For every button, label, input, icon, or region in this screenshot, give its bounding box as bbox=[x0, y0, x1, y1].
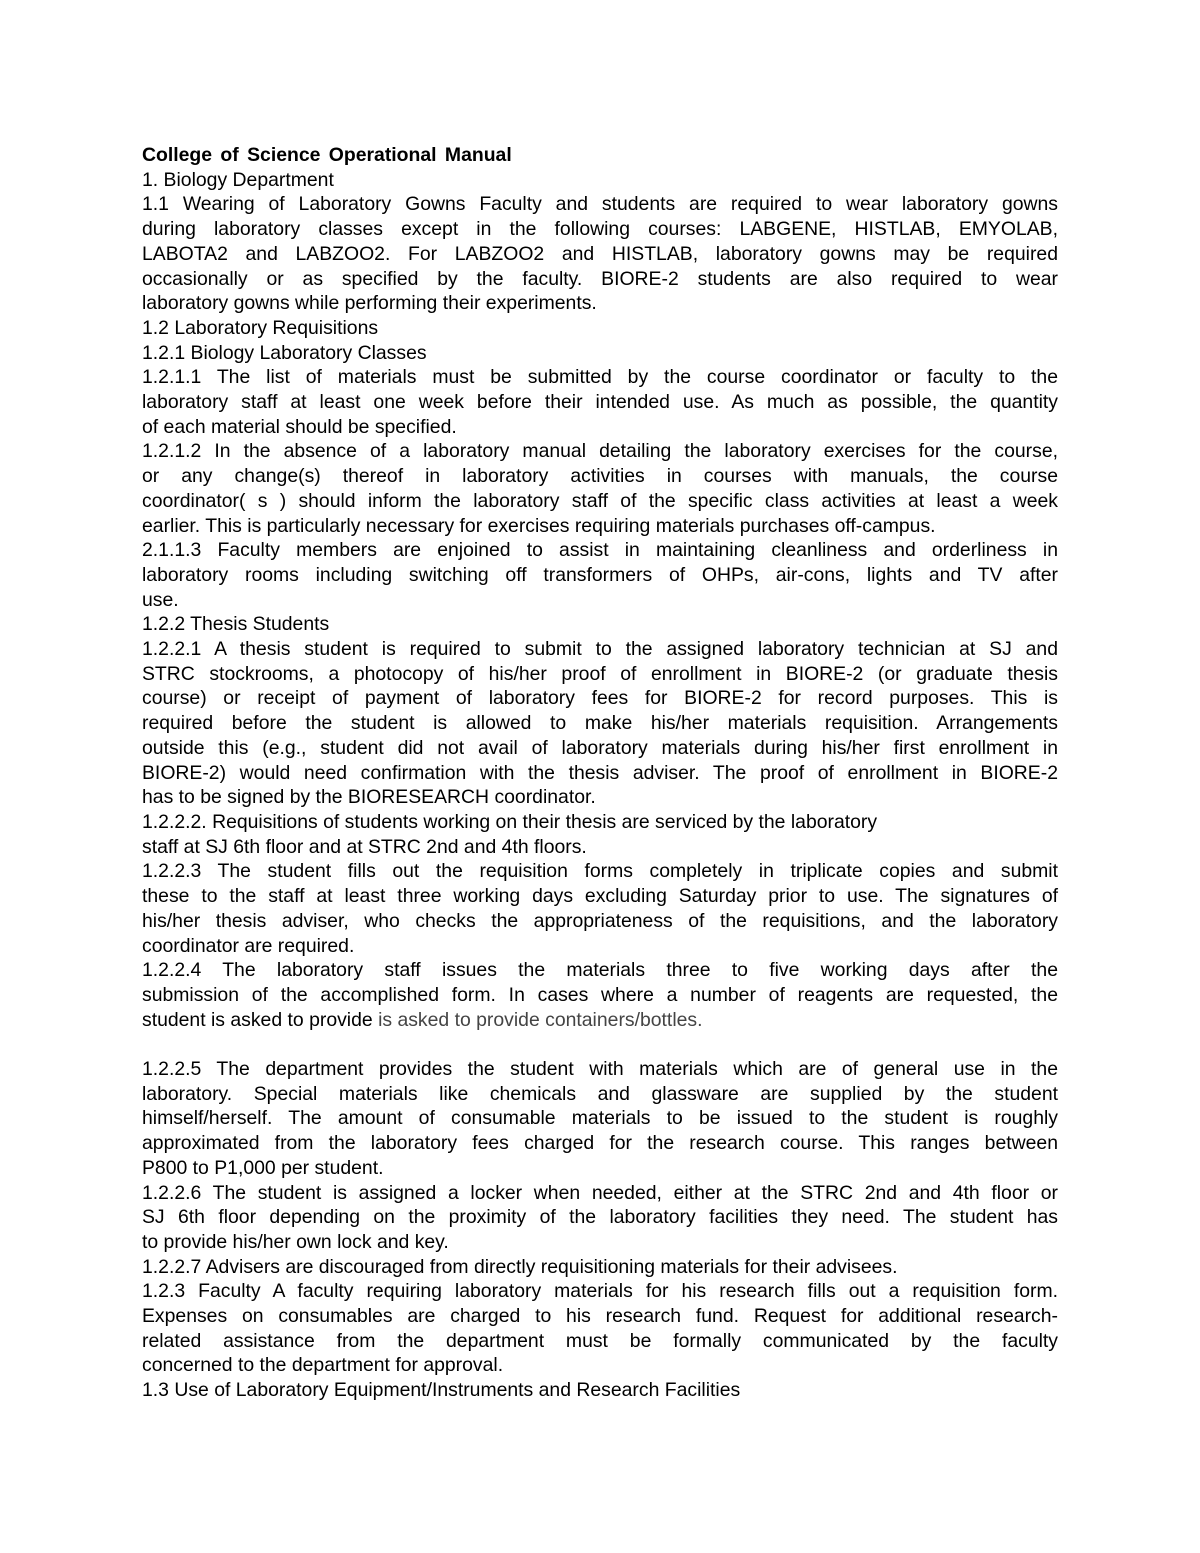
text-line bbox=[142, 1008, 1058, 1033]
text-line-content: laboratory gowns while performing their experiments. bbox=[142, 292, 597, 315]
text-line-content: 1.2.3 Faculty A faculty requiring laboratory materials for his research fills out a requisition form. bbox=[142, 1280, 1058, 1303]
text-line-content: 1.2.1 Biology Laboratory Classes bbox=[142, 341, 427, 364]
text-line bbox=[142, 785, 1058, 810]
text-line-content: submission of the accomplished form. In cases where a number of reagents are requested, the bbox=[142, 983, 1058, 1006]
text-line bbox=[142, 464, 1058, 489]
text-line bbox=[142, 316, 1058, 341]
text-line bbox=[142, 291, 1058, 316]
text-line bbox=[142, 514, 1058, 539]
text-line-content: STRC stockrooms, a photocopy of his/her proof of enrollment in BIORE-2 (or graduate thesis bbox=[142, 662, 1058, 685]
text-line-content: required before the student is allowed to make his/her materials requisition. Arrangements bbox=[142, 712, 1058, 735]
text-line-content: his/her thesis adviser, who checks the appropriateness of the requisitions, and the laboratory bbox=[142, 909, 1058, 932]
text-line-content: student is asked to provide bbox=[142, 1008, 379, 1031]
text-line bbox=[142, 612, 1058, 637]
text-line-content: outside this (e.g., student did not avail of laboratory materials during his/her first enrollment in bbox=[142, 736, 1058, 759]
text-line-content: has to be signed by the BIORESEARCH coordinator. bbox=[142, 786, 596, 809]
text-line-content: earlier. This is particularly necessary for exercises requiring materials purchases off-campus. bbox=[142, 514, 936, 537]
text-line bbox=[142, 736, 1058, 761]
text-line-content: BIORE-2) would need confirmation with the thesis adviser. The proof of enrollment in BIORE-2 bbox=[142, 761, 1058, 784]
document-body bbox=[142, 168, 1058, 1403]
text-line-content: approximated from the laboratory fees charged for the research course. This ranges between bbox=[142, 1132, 1058, 1155]
text-line bbox=[142, 761, 1058, 786]
text-line-content: to provide his/her own lock and key. bbox=[142, 1230, 449, 1253]
text-line-content: staff at SJ 6th floor and at STRC 2nd and 4th floors. bbox=[142, 835, 587, 858]
document-page bbox=[142, 143, 1058, 1403]
text-line bbox=[142, 983, 1058, 1008]
text-line bbox=[142, 588, 1058, 613]
text-line-content: 1.2.1.1 The list of materials must be submitted by the course coordinator or faculty to the bbox=[142, 366, 1058, 389]
text-line bbox=[142, 168, 1058, 193]
text-line bbox=[142, 1230, 1058, 1255]
text-line-content: laboratory. Special materials like chemicals and glassware are supplied by the student bbox=[142, 1082, 1058, 1105]
text-line bbox=[142, 1279, 1058, 1304]
text-line bbox=[142, 835, 1058, 860]
text-line-content: 1.2.2 Thesis Students bbox=[142, 613, 330, 636]
text-line bbox=[142, 390, 1058, 415]
text-line-content: 1.2.2.7 Advisers are discouraged from directly requisitioning materials for their advisees. bbox=[142, 1255, 898, 1278]
text-line bbox=[142, 415, 1058, 440]
text-line-content: 1.2.2.6 The student is assigned a locker when needed, either at the STRC 2nd and 4th floor or bbox=[142, 1181, 1058, 1204]
document-title: College of Science Operational Manual bbox=[142, 144, 512, 166]
text-line bbox=[142, 217, 1058, 242]
blank-line bbox=[142, 1032, 1058, 1057]
text-line bbox=[142, 439, 1058, 464]
text-line-content: coordinator( s ) should inform the laboratory staff of the specific class activities at least a week bbox=[142, 489, 1058, 512]
text-line-content: of each material should be specified. bbox=[142, 415, 457, 438]
text-line bbox=[142, 1082, 1058, 1107]
text-line bbox=[142, 365, 1058, 390]
text-line-content: 1.2.2.4 The laboratory staff issues the materials three to five working days after the bbox=[142, 959, 1058, 982]
text-line bbox=[142, 1329, 1058, 1354]
text-line-content: use. bbox=[142, 588, 179, 611]
text-line-content: 1.2.2.1 A thesis student is required to submit to the assigned laboratory technician at SJ and bbox=[142, 638, 1058, 661]
text-line bbox=[142, 1353, 1058, 1378]
text-line bbox=[142, 341, 1058, 366]
text-line-content: 1.2.2.5 The department provides the student with materials which are of general use in the bbox=[142, 1058, 1058, 1080]
text-line-content: laboratory staff at least one week before their intended use. As much as possible, the quantity bbox=[142, 391, 1058, 414]
text-line-content: course) or receipt of payment of laboratory fees for BIORE-2 for record purposes. This is bbox=[142, 687, 1058, 710]
text-line-content: during laboratory classes except in the following courses: LABGENE, HISTLAB, EMYOLAB, bbox=[142, 218, 1058, 241]
text-line-content: LABOTA2 and LABZOO2. For LABZOO2 and HISTLAB, laboratory gowns may be required bbox=[142, 242, 1058, 265]
text-line-content: Expenses on consumables are charged to his research fund. Request for additional research- bbox=[142, 1305, 1058, 1328]
text-line bbox=[142, 1255, 1058, 1280]
text-line-content: 1. Biology Department bbox=[142, 168, 334, 191]
text-line-content: coordinator are required. bbox=[142, 934, 355, 957]
text-line bbox=[142, 1106, 1058, 1131]
text-line-content: 1.3 Use of Laboratory Equipment/Instruments and Research Facilities bbox=[142, 1379, 741, 1402]
text-line-content: 2.1.1.3 Faculty members are enjoined to assist in maintaining cleanliness and orderliness in bbox=[142, 539, 1058, 562]
text-line-content: SJ 6th floor depending on the proximity of the laboratory facilities they need. The student has bbox=[142, 1206, 1058, 1229]
text-line bbox=[142, 1156, 1058, 1181]
text-line-content: 1.2.2.2. Requisitions of students working on their thesis are serviced by the laboratory bbox=[142, 810, 878, 833]
text-line-content: laboratory rooms including switching off transformers of OHPs, air-cons, lights and TV after bbox=[142, 563, 1058, 586]
text-line bbox=[142, 711, 1058, 736]
text-line bbox=[142, 909, 1058, 934]
text-line-content: 1.2 Laboratory Requisitions bbox=[142, 316, 379, 339]
text-line-content: 1.2.1.2 In the absence of a laboratory manual detailing the laboratory exercises for the course, bbox=[142, 440, 1058, 463]
text-line bbox=[142, 637, 1058, 662]
text-line bbox=[142, 192, 1058, 217]
text-line bbox=[142, 1378, 1058, 1403]
text-line bbox=[142, 1131, 1058, 1156]
text-line bbox=[142, 884, 1058, 909]
text-line bbox=[142, 810, 1058, 835]
text-line bbox=[142, 662, 1058, 687]
text-line bbox=[142, 489, 1058, 514]
text-line bbox=[142, 267, 1058, 292]
text-line bbox=[142, 958, 1058, 983]
text-line-content: P800 to P1,000 per student. bbox=[142, 1156, 384, 1179]
text-line-content: concerned to the department for approval. bbox=[142, 1354, 504, 1377]
text-line-content: himself/herself. The amount of consumable materials to be issued to the student is roughly bbox=[142, 1107, 1058, 1130]
text-line-content: related assistance from the department must be formally communicated by the faculty bbox=[142, 1329, 1058, 1352]
text-line bbox=[142, 1304, 1058, 1329]
text-line-content: occasionally or as specified by the faculty. BIORE-2 students are also required to wear bbox=[142, 267, 1058, 290]
text-line-content: or any change(s) thereof in laboratory activities in courses with manuals, the course bbox=[142, 465, 1058, 488]
text-line bbox=[142, 686, 1058, 711]
text-line bbox=[142, 538, 1058, 563]
text-line bbox=[142, 563, 1058, 588]
text-line bbox=[142, 934, 1058, 959]
text-line-content: 1.2.2.3 The student fills out the requisition forms completely in triplicate copies and submit bbox=[142, 860, 1058, 883]
text-line bbox=[142, 859, 1058, 884]
text-line-content: 1.1 Wearing of Laboratory Gowns Faculty and students are required to wear laboratory gowns bbox=[142, 193, 1058, 216]
text-line bbox=[142, 1057, 1058, 1082]
text-line-tail: is asked to provide containers/bottles. bbox=[378, 1008, 703, 1031]
text-line bbox=[142, 1181, 1058, 1206]
text-line bbox=[142, 1205, 1058, 1230]
text-line-content: these to the staff at least three working days excluding Saturday prior to use. The signatures of bbox=[142, 885, 1058, 908]
text-line bbox=[142, 242, 1058, 267]
